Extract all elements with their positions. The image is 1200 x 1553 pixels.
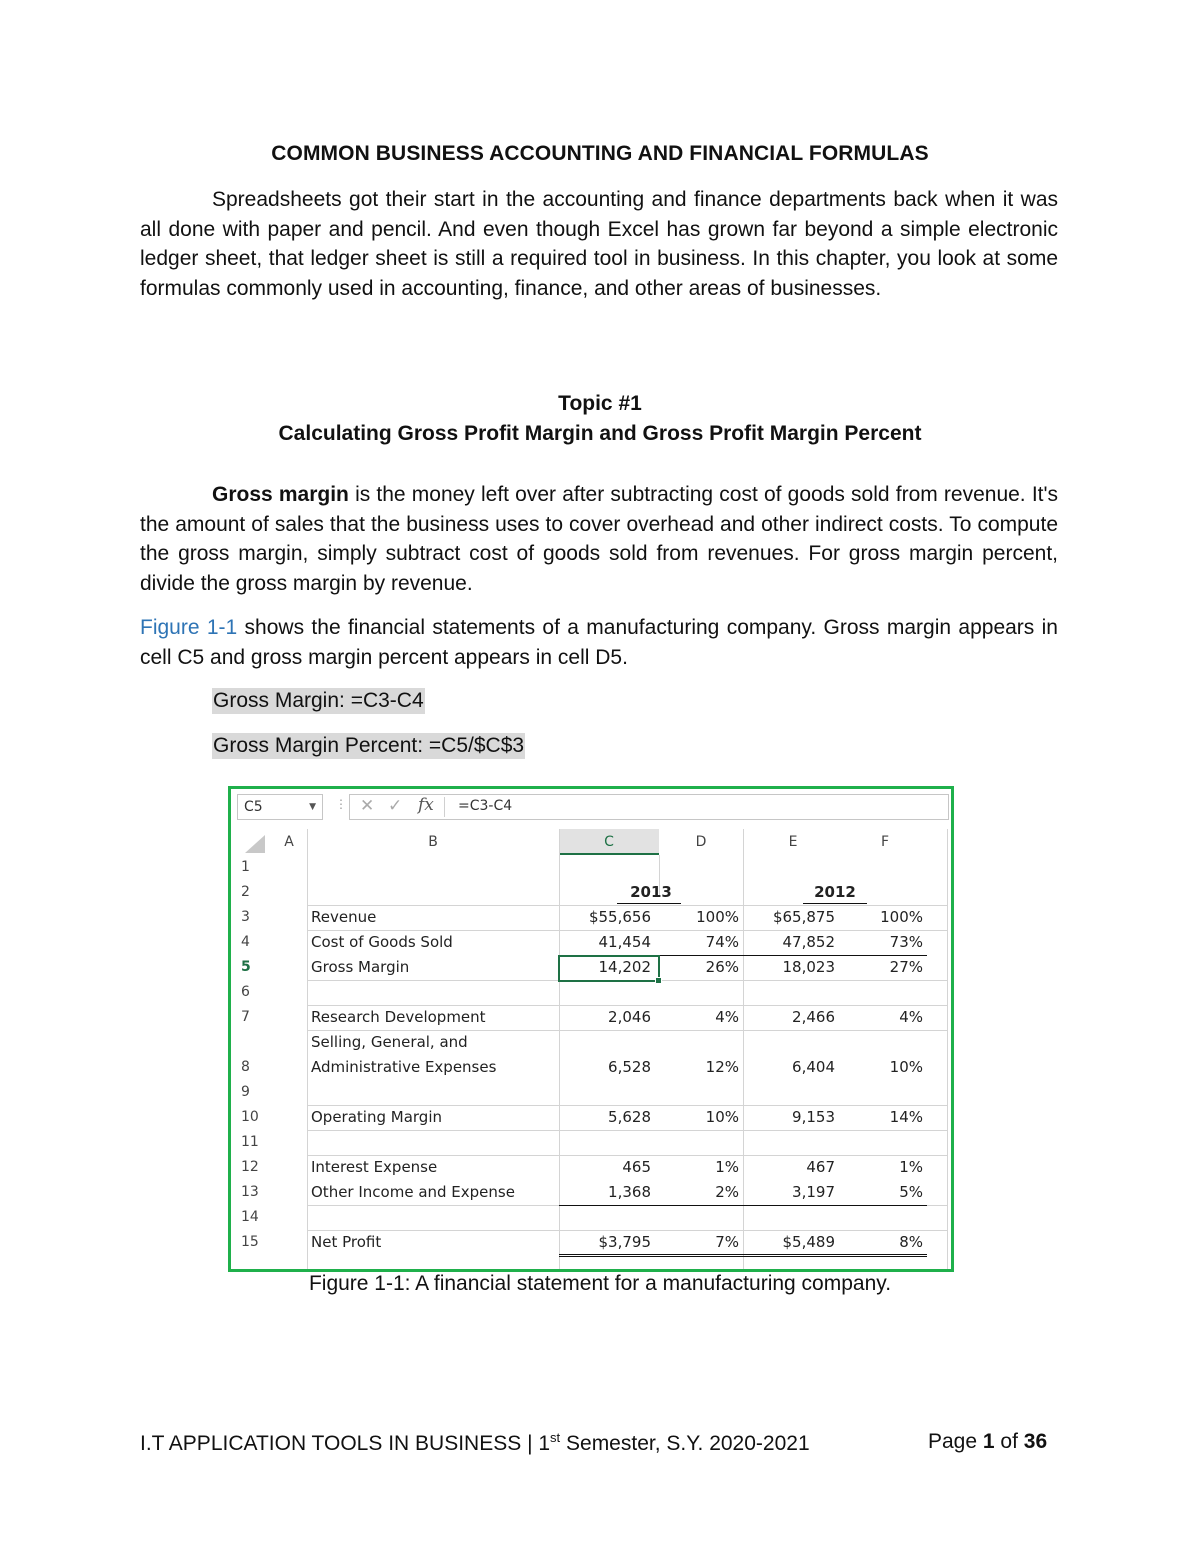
cell-f13[interactable]: 5% <box>899 1183 923 1201</box>
select-all-icon[interactable] <box>241 833 267 855</box>
intro-paragraph <box>140 185 1058 303</box>
row-header-13[interactable]: 13 <box>241 1184 259 1200</box>
footer-semester: Semester, S.Y. 2020-2021 <box>560 1432 810 1455</box>
label-cost-of-goods-sold[interactable]: Cost of Goods Sold <box>311 933 453 951</box>
cell-c8[interactable]: 6,528 <box>608 1058 651 1076</box>
page-number: Page 1 of 36 <box>928 1430 1048 1453</box>
label-research-development[interactable]: Research Development <box>311 1008 486 1026</box>
formula-bar <box>231 789 951 825</box>
footer-sup: st <box>550 1430 561 1445</box>
label-gross-margin[interactable]: Gross Margin <box>311 958 410 976</box>
row-header-3[interactable]: 3 <box>241 909 250 925</box>
more-icon: ⋮ <box>335 797 347 811</box>
row-header-14[interactable]: 14 <box>241 1209 259 1225</box>
definition-term: Gross margin <box>212 483 349 506</box>
cell-f10[interactable]: 14% <box>889 1108 923 1126</box>
cell-d3[interactable]: 100% <box>696 908 739 926</box>
row-header-9[interactable]: 9 <box>241 1084 250 1100</box>
cell-f8[interactable]: 10% <box>889 1058 923 1076</box>
topic-number: Topic #1 <box>558 392 642 415</box>
topic-title: Calculating Gross Profit Margin and Gross Profit Margin Percent <box>278 422 922 445</box>
row-header-11[interactable]: 11 <box>241 1134 259 1150</box>
label-revenue[interactable]: Revenue <box>311 908 377 926</box>
label-sga-line1[interactable]: Selling, General, and <box>311 1033 468 1051</box>
cell-f5[interactable]: 27% <box>889 958 923 976</box>
cell-d15[interactable]: 7% <box>715 1233 739 1251</box>
label-operating-margin[interactable]: Operating Margin <box>311 1108 442 1126</box>
column-header-f[interactable]: F <box>880 834 890 850</box>
cell-c7[interactable]: 2,046 <box>608 1008 651 1026</box>
cell-f12[interactable]: 1% <box>899 1158 923 1176</box>
column-header-d[interactable]: D <box>695 834 707 850</box>
formula-box[interactable] <box>349 794 949 820</box>
figure-reference-paragraph <box>140 613 1058 672</box>
label-other-income-expense[interactable]: Other Income and Expense <box>311 1183 515 1201</box>
label-interest-expense[interactable]: Interest Expense <box>311 1158 438 1176</box>
column-header-b[interactable]: B <box>428 834 438 850</box>
formula-value[interactable]: =C3-C4 <box>458 798 513 814</box>
cancel-icon[interactable]: ✕ <box>360 796 375 816</box>
row-header-15[interactable]: 15 <box>241 1234 259 1250</box>
cell-e3[interactable]: $65,875 <box>772 908 835 926</box>
fill-handle[interactable] <box>655 977 662 984</box>
cell-c3[interactable]: $55,656 <box>588 908 651 926</box>
name-box[interactable] <box>237 794 323 820</box>
row-header-6[interactable]: 6 <box>241 984 250 1000</box>
cell-e13[interactable]: 3,197 <box>792 1183 835 1201</box>
chevron-down-icon[interactable]: ▼ <box>309 802 316 812</box>
row-header-4[interactable]: 4 <box>241 934 250 950</box>
cell-c4[interactable]: 41,454 <box>598 933 651 951</box>
cell-f7[interactable]: 4% <box>899 1008 923 1026</box>
cell-d12[interactable]: 1% <box>715 1158 739 1176</box>
column-header-c[interactable]: C <box>559 829 659 855</box>
column-header-e[interactable]: E <box>788 834 798 850</box>
figure-link[interactable]: Figure 1-1 <box>140 616 238 639</box>
row-header-8[interactable]: 8 <box>241 1059 250 1075</box>
row-header-2[interactable]: 2 <box>241 884 250 900</box>
row-header-7[interactable]: 7 <box>241 1009 250 1025</box>
intro-text: Spreadsheets got their start in the accounting and finance departments back when it was all done with paper and pencil. And even though Excel has grown far beyond a simple electronic ledger sheet, that ledger sheet is still a required tool in business. In this chapter, you look at some formulas commonly used in accounting, finance, and other areas of businesses. <box>140 188 1058 300</box>
figure-caption: Figure 1-1: A financial statement for a manufacturing company. <box>308 1272 892 1295</box>
row-header-1[interactable]: 1 <box>241 859 250 875</box>
cell-e10[interactable]: 9,153 <box>792 1108 835 1126</box>
cell-c10[interactable]: 5,628 <box>608 1108 651 1126</box>
definition-paragraph <box>140 480 1058 598</box>
definition-text: is the money left over after subtracting cost of goods sold from revenue. It's the amount of sales that the business uses to cover overhead and other indirect costs. To compute the gross margin, simply subtract cost of goods sold from revenues. For gross margin percent, divide the gross margin by revenue. <box>140 483 1058 595</box>
cell-d10[interactable]: 10% <box>705 1108 739 1126</box>
row-header-12[interactable]: 12 <box>241 1159 259 1175</box>
cell-e12[interactable]: 467 <box>806 1158 835 1176</box>
cell-d7[interactable]: 4% <box>715 1008 739 1026</box>
cell-e5[interactable]: 18,023 <box>782 958 835 976</box>
page-footer <box>140 1430 1048 1456</box>
year-2013-header[interactable]: 2013 <box>630 883 672 901</box>
document-heading: COMMON BUSINESS ACCOUNTING AND FINANCIAL FORMULAS <box>271 142 929 165</box>
row-header-10[interactable]: 10 <box>241 1109 259 1125</box>
cell-d8[interactable]: 12% <box>705 1058 739 1076</box>
cell-c12[interactable]: 465 <box>622 1158 651 1176</box>
check-icon[interactable]: ✓ <box>388 796 403 816</box>
function-icon[interactable]: fx <box>418 795 434 815</box>
cell-d5[interactable]: 26% <box>705 958 739 976</box>
cell-f4[interactable]: 73% <box>889 933 923 951</box>
cell-c5[interactable]: 14,202 <box>598 958 651 976</box>
footer-course: I.T APPLICATION TOOLS IN BUSINESS | 1 <box>140 1432 551 1455</box>
figure-reference-text: shows the financial statements of a manufacturing company. Gross margin appears in cell C5 and gross margin percent appears in cell D5. <box>140 616 1058 669</box>
label-net-profit[interactable]: Net Profit <box>311 1233 382 1251</box>
gross-margin-formula: Gross Margin: =C3-C4 <box>213 689 424 712</box>
cell-e15[interactable]: $5,489 <box>782 1233 835 1251</box>
column-header-a[interactable]: A <box>284 834 294 850</box>
name-box-value: C5 <box>244 799 263 815</box>
gross-margin-percent-formula: Gross Margin Percent: =C5/$C$3 <box>213 734 525 757</box>
year-2012-header[interactable]: 2012 <box>814 883 856 901</box>
cell-f15[interactable]: 8% <box>899 1233 923 1251</box>
row-header-5[interactable]: 5 <box>241 959 251 975</box>
cell-e7[interactable]: 2,466 <box>792 1008 835 1026</box>
cell-c13[interactable]: 1,368 <box>608 1183 651 1201</box>
cell-e4[interactable]: 47,852 <box>782 933 835 951</box>
spreadsheet-figure <box>228 786 954 1272</box>
cell-d13[interactable]: 2% <box>715 1183 739 1201</box>
label-sga-line2[interactable]: Administrative Expenses <box>311 1058 497 1076</box>
cell-e8[interactable]: 6,404 <box>792 1058 835 1076</box>
cell-d4[interactable]: 74% <box>705 933 739 951</box>
cell-f3[interactable]: 100% <box>880 908 923 926</box>
cell-c15[interactable]: $3,795 <box>598 1233 651 1251</box>
